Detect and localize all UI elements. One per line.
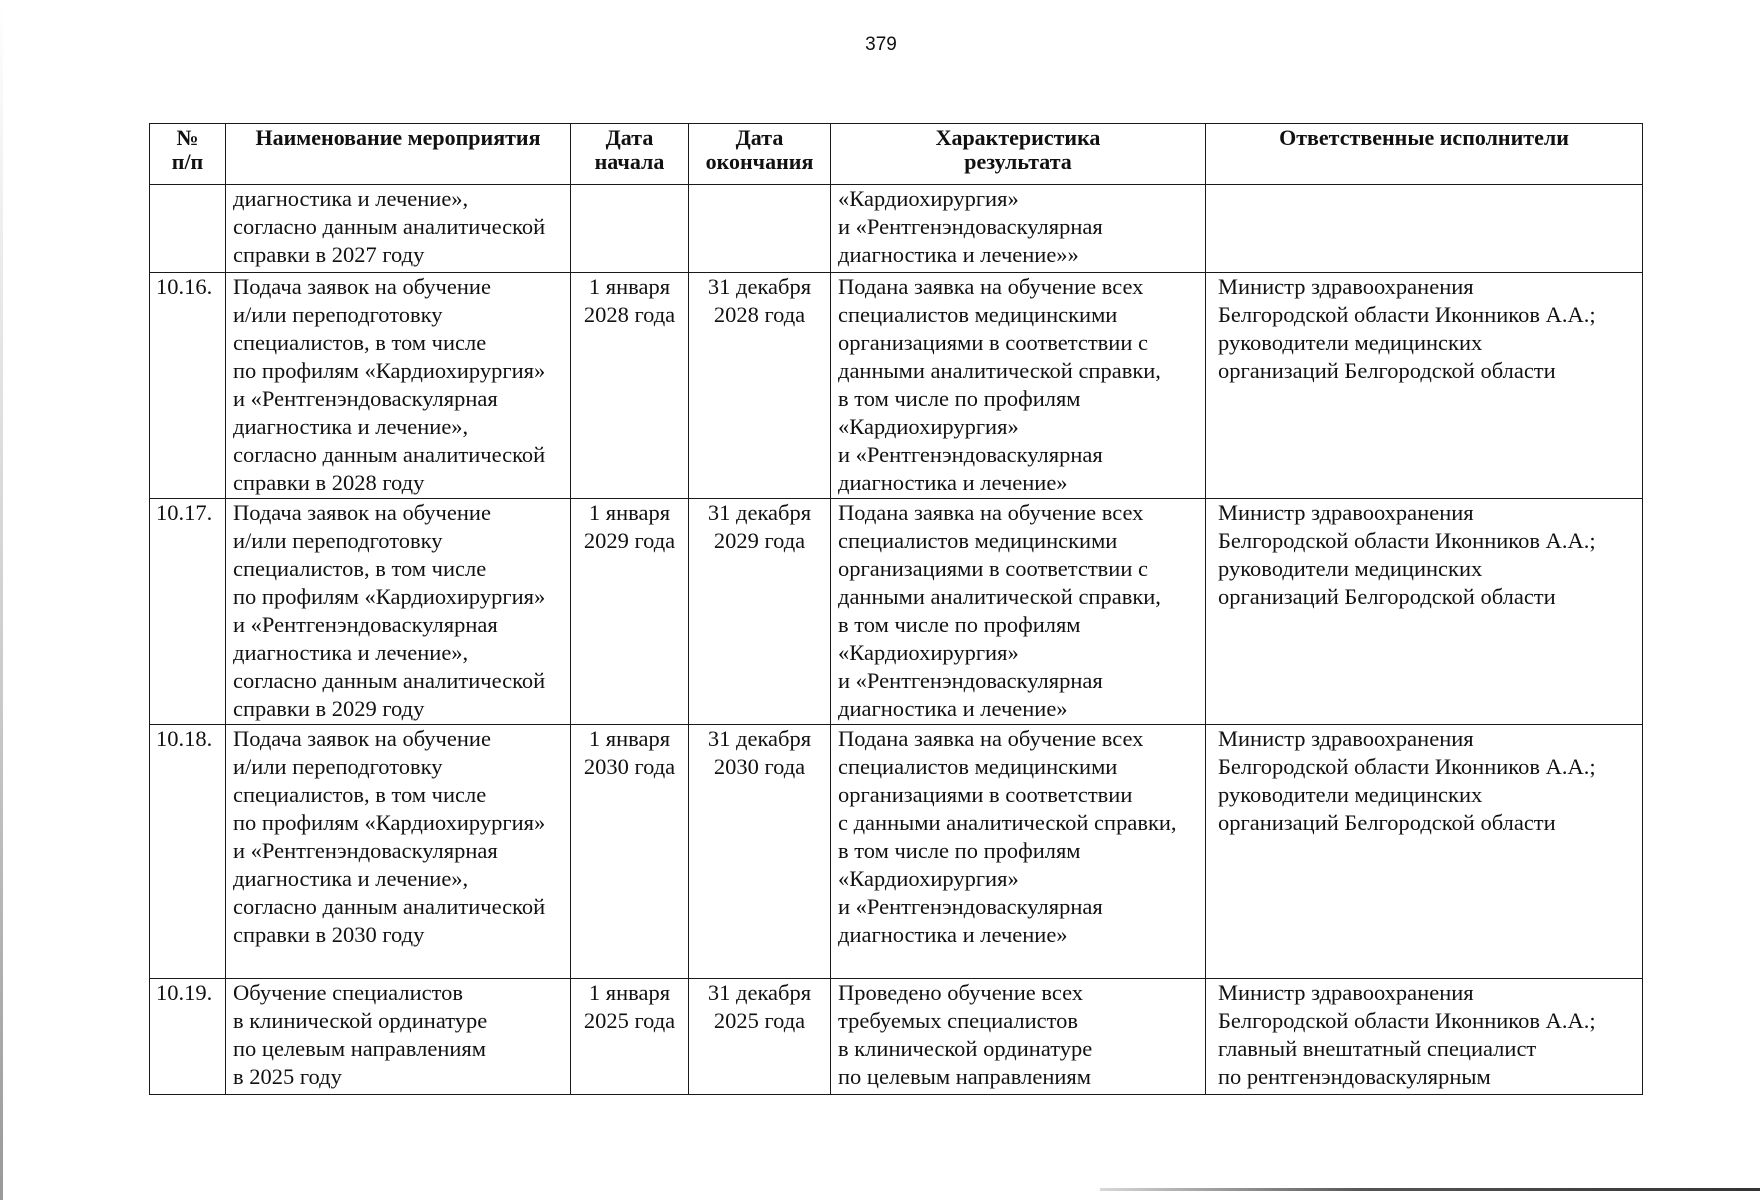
row-number: 10.18. — [150, 725, 226, 979]
row-start-date: 1 января 2029 года — [571, 499, 689, 725]
row-number — [150, 185, 226, 273]
row-result: Подана заявка на обучение всех специалистов медицинскими организациями в соответствии с данными аналитической справки, в том числе по профилям «Кардиохирургия» и «Рентгенэндоваскулярная диагностика и лечение» — [831, 725, 1206, 979]
header-start-date: Дата начала — [571, 124, 689, 185]
row-result: Подана заявка на обучение всех специалистов медицинскими организациями в соответствии с данными аналитической справки, в том числе по профилям «Кардиохирургия» и «Рентгенэндоваскулярная диагностика и лечение» — [831, 499, 1206, 725]
table-row — [150, 725, 1643, 979]
row-result: «Кардиохирургия» и «Рентгенэндоваскулярная диагностика и лечение»» — [831, 185, 1206, 273]
row-activity-name: диагностика и лечение», согласно данным аналитической справки в 2027 году — [226, 185, 571, 273]
header-end-date: Дата окончания — [689, 124, 831, 185]
table-header-row — [150, 124, 1643, 185]
header-result: Характеристика результата — [831, 124, 1206, 185]
row-number: 10.16. — [150, 273, 226, 499]
row-end-date: 31 декабря 2028 года — [689, 273, 831, 499]
activities-table — [149, 123, 1643, 1095]
row-activity-name: Подача заявок на обучение и/или переподготовку специалистов, в том числе по профилям «Кардиохирургия» и «Рентгенэндоваскулярная диагностика и лечение», согласно данным аналитической справки в 2030 году — [226, 725, 571, 979]
row-end-date: 31 декабря 2029 года — [689, 499, 831, 725]
row-executors: Министр здравоохранения Белгородской области Иконников А.А.; главный внештатный специалист по рентгенэндоваскулярным — [1206, 979, 1643, 1095]
header-number: № п/п — [150, 124, 226, 185]
row-end-date — [689, 185, 831, 273]
row-activity-name: Подача заявок на обучение и/или переподготовку специалистов, в том числе по профилям «Кардиохирургия» и «Рентгенэндоваскулярная диагностика и лечение», согласно данным аналитической справки в 2029 году — [226, 499, 571, 725]
row-executors: Министр здравоохранения Белгородской области Иконников А.А.; руководители медицинских организаций Белгородской области — [1206, 725, 1643, 979]
row-activity-name: Обучение специалистов в клинической ординатуре по целевым направлениям в 2025 году — [226, 979, 571, 1095]
row-end-date: 31 декабря 2030 года — [689, 725, 831, 979]
row-start-date: 1 января 2030 года — [571, 725, 689, 979]
row-number: 10.17. — [150, 499, 226, 725]
table-row — [150, 499, 1643, 725]
row-executors: Министр здравоохранения Белгородской области Иконников А.А.; руководители медицинских организаций Белгородской области — [1206, 273, 1643, 499]
header-activity-name: Наименование мероприятия — [226, 124, 571, 185]
row-end-date: 31 декабря 2025 года — [689, 979, 831, 1095]
table-row — [150, 185, 1643, 273]
page-number: 379 — [865, 34, 897, 55]
table-row — [150, 979, 1643, 1095]
row-executors: Министр здравоохранения Белгородской области Иконников А.А.; руководители медицинских организаций Белгородской области — [1206, 499, 1643, 725]
table-row — [150, 273, 1643, 499]
row-result: Проведено обучение всех требуемых специалистов в клинической ординатуре по целевым направлениям — [831, 979, 1206, 1095]
row-result: Подана заявка на обучение всех специалистов медицинскими организациями в соответствии с данными аналитической справки, в том числе по профилям «Кардиохирургия» и «Рентгенэндоваскулярная диагностика и лечение» — [831, 273, 1206, 499]
row-start-date — [571, 185, 689, 273]
row-number: 10.19. — [150, 979, 226, 1095]
header-executors: Ответственные исполнители — [1206, 124, 1643, 185]
scan-bottom-line — [1100, 1188, 1760, 1191]
row-executors — [1206, 185, 1643, 273]
row-start-date: 1 января 2028 года — [571, 273, 689, 499]
scan-edge-shadow — [0, 0, 3, 1200]
row-start-date: 1 января 2025 года — [571, 979, 689, 1095]
row-activity-name: Подача заявок на обучение и/или переподготовку специалистов, в том числе по профилям «Кардиохирургия» и «Рентгенэндоваскулярная диагностика и лечение», согласно данным аналитической справки в 2028 году — [226, 273, 571, 499]
